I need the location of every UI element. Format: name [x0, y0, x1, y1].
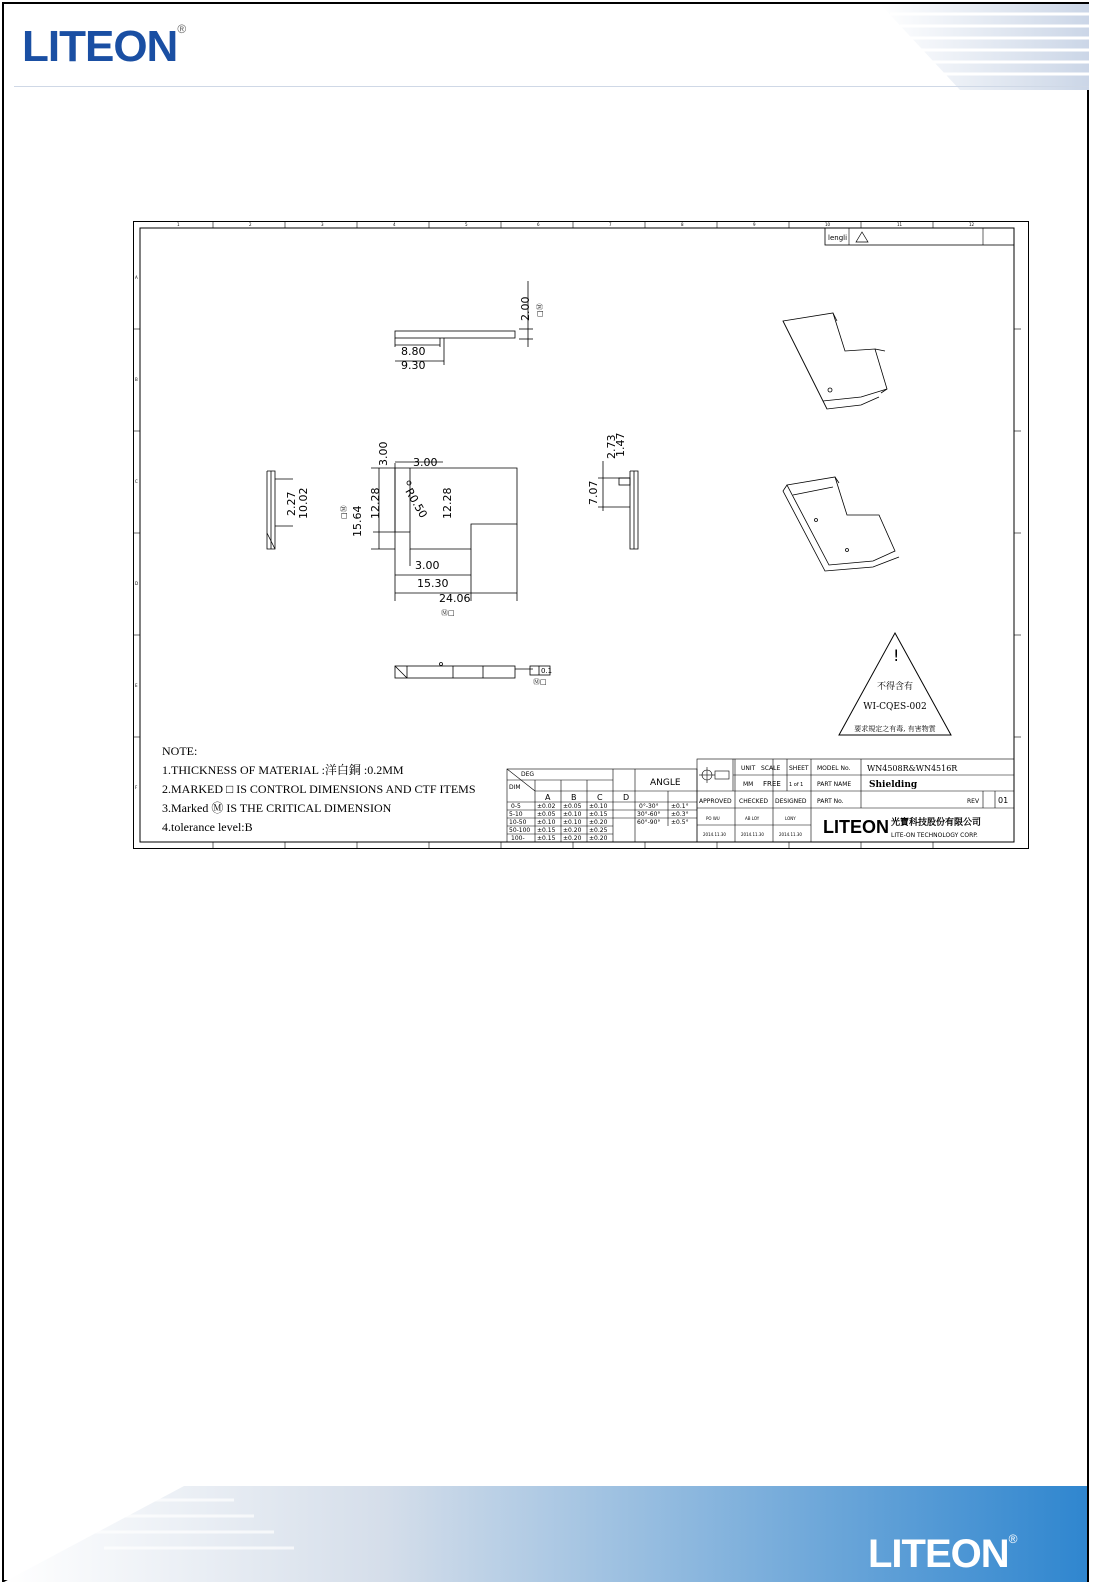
angle-tol: ±0.3°	[671, 811, 689, 818]
grid-number: 1	[177, 222, 180, 227]
tol-cell: ±0.10	[589, 803, 608, 810]
angle-range: 30°-60°	[637, 811, 661, 818]
tol-cell: 0-5	[511, 803, 521, 810]
top-view-dims	[401, 297, 544, 373]
dim-3-00-top: 3.00	[413, 456, 438, 469]
flatness-tolerance: 0.1	[541, 667, 553, 675]
tol-corner-bottom: DIM	[509, 784, 521, 791]
checked-name: AB LOY	[745, 816, 760, 821]
dim-8-80: 8.80	[401, 345, 426, 358]
unit-label: UNIT	[741, 765, 756, 772]
tol-cell: ±0.25	[589, 827, 608, 834]
tol-header-c: C	[597, 793, 603, 802]
part-name-value: Shielding	[869, 780, 918, 790]
warning-exclamation-icon: !	[893, 646, 900, 665]
sheet-label: SHEET	[789, 765, 809, 772]
part-no-label: PART No.	[817, 798, 844, 805]
grid-number: 3	[321, 222, 324, 227]
dim-24-06: 24.06	[439, 592, 471, 605]
model-value: WN4508R&WN4516R	[867, 764, 958, 773]
tol-cell: ±0.05	[537, 811, 556, 818]
dim-2-73: 2.73	[605, 434, 618, 459]
tol-cell: ±0.20	[563, 835, 582, 842]
grid-number: 6	[537, 222, 540, 227]
note-item: 1.THICKNESS OF MATERIAL :洋白銅 :0.2MM	[162, 763, 404, 777]
warning-line-2: WI-CQES-002	[863, 702, 927, 712]
control-mark-icon: □Ⓜ	[536, 303, 544, 317]
dim-12-28-left: 12.28	[369, 487, 382, 519]
grid-number: 11	[897, 222, 903, 227]
drawing-notes	[162, 742, 476, 837]
company-name-en: LITE-ON TECHNOLOGY CORP.	[891, 832, 978, 839]
note-item: 2.MARKED □ IS CONTROL DIMENSIONS AND CTF ITEMS	[162, 782, 476, 796]
dim-3-00-side: 3.00	[377, 441, 390, 466]
grid-number: 12	[969, 222, 975, 227]
grid-number: 8	[681, 222, 684, 227]
company-logo: LITEON	[823, 817, 889, 837]
grid-letter: D	[135, 581, 139, 586]
tol-cell: ±0.10	[537, 819, 556, 826]
brand-logo-bottom	[868, 1532, 1017, 1577]
dim-15-64: 15.64	[351, 505, 364, 537]
title-block	[697, 759, 1014, 842]
bottom-view	[395, 663, 553, 679]
tol-corner-top: DEG	[521, 771, 535, 778]
designed-date: 2014.11.30	[779, 832, 802, 837]
approved-date: 2014.11.30	[703, 832, 726, 837]
tol-cell: ±0.15	[589, 811, 608, 818]
designed-label: DESIGNED	[775, 798, 807, 805]
approved-label: APPROVED	[699, 798, 732, 805]
unit-value: MM	[743, 781, 754, 788]
dim-2-27: 2.27	[285, 491, 298, 516]
grid-number: 5	[465, 222, 468, 227]
angle-header: ANGLE	[650, 778, 681, 788]
approved-name: PO WU	[706, 816, 720, 821]
control-mark-icon: □Ⓜ	[340, 505, 348, 519]
revision-box	[825, 228, 1014, 245]
header-decoration	[860, 4, 1089, 94]
grid-number: 7	[609, 222, 612, 227]
brand-logo-top-text: LITEON	[22, 22, 178, 71]
angle-tol: ±0.5°	[671, 819, 689, 826]
tol-cell: ±0.15	[537, 827, 556, 834]
dim-2-00: 2.00	[519, 296, 532, 321]
checked-date: 2014.11.30	[741, 832, 764, 837]
tol-cell: ±0.02	[537, 803, 556, 810]
right-view	[598, 461, 638, 549]
revision-label: lengli	[828, 234, 848, 242]
angle-range: 0°-30°	[639, 803, 659, 810]
dim-10-02: 10.02	[297, 487, 310, 519]
warning-line-3: 要求規定之有毒, 有害物質	[854, 725, 936, 733]
note-item: 4.tolerance level:B	[162, 820, 253, 834]
note-item: 3.Marked Ⓜ IS THE CRITICAL DIMENSION	[162, 801, 392, 815]
designed-name: LONY	[785, 816, 796, 821]
scale-value: FREE	[763, 780, 781, 788]
part-name-label: PART NAME	[817, 781, 852, 788]
revision-triangle-icon	[856, 232, 868, 242]
warning-line-1: 不得含有	[876, 682, 914, 692]
rev-label: REV	[967, 798, 980, 805]
hazard-warning	[839, 633, 951, 735]
grid-letter: A	[135, 275, 138, 280]
dim-15-30: 15.30	[417, 577, 449, 590]
brand-logo-bottom-text: LITEON	[868, 1532, 1009, 1576]
brand-reg-mark: ®	[177, 22, 186, 36]
tol-header-d: D	[623, 793, 630, 802]
dim-9-30: 9.30	[401, 359, 426, 372]
grid-letter: C	[135, 479, 138, 484]
grid-number: 2	[249, 222, 252, 227]
brand-logo-top	[22, 22, 185, 72]
grid-letter: E	[135, 683, 138, 688]
tol-cell: ±0.10	[563, 819, 582, 826]
tol-header-b: B	[571, 793, 577, 802]
tol-cell: ±0.20	[563, 827, 582, 834]
control-mark-icon: Ⓜ□	[441, 609, 455, 617]
grid-number: 4	[393, 222, 396, 227]
isometric-view-top	[783, 313, 887, 409]
tol-cell: 10-50	[509, 819, 527, 826]
sheet-value: 1 of 1	[789, 782, 804, 788]
tol-cell: 100-	[511, 835, 525, 842]
scale-label: SCALE	[761, 765, 781, 772]
right-view-dims	[587, 433, 627, 506]
tol-cell: ±0.20	[589, 819, 608, 826]
tol-cell: ±0.05	[563, 803, 582, 810]
control-mark-icon: Ⓜ□	[533, 678, 547, 686]
tol-header-a: A	[545, 793, 551, 802]
rev-value: 01	[998, 796, 1009, 805]
grid-letter: B	[135, 377, 138, 382]
dim-3-00-bottom: 3.00	[415, 559, 440, 572]
tol-cell: ±0.15	[537, 835, 556, 842]
tol-cell: ±0.20	[589, 835, 608, 842]
tolerance-table	[507, 769, 697, 842]
dim-1-47: 1.47	[614, 432, 627, 457]
left-view-dims	[285, 488, 310, 520]
dim-7-07: 7.07	[587, 480, 600, 505]
grid-letter: F	[135, 785, 138, 790]
bottom-view-dims	[533, 667, 552, 686]
header-rule	[14, 86, 1089, 87]
company-name-cn: 光寶科技股份有限公司	[891, 818, 982, 828]
notes-title: NOTE:	[162, 744, 198, 758]
angle-tol: ±0.1°	[671, 803, 689, 810]
dim-r0-50: R0.50	[402, 486, 430, 521]
model-label: MODEL No.	[817, 765, 851, 772]
grid-number: 9	[753, 222, 756, 227]
isometric-view-bottom	[783, 477, 899, 571]
angle-range: 60°-90°	[637, 819, 661, 826]
checked-label: CHECKED	[739, 798, 769, 805]
tol-cell: ±0.10	[563, 811, 582, 818]
dim-12-28-right: 12.28	[441, 487, 454, 519]
grid-number: 10	[825, 222, 831, 227]
brand-reg-mark: ®	[1008, 1532, 1017, 1546]
tol-cell: 50-100	[509, 827, 531, 834]
tol-cell: 5-10	[509, 811, 523, 818]
